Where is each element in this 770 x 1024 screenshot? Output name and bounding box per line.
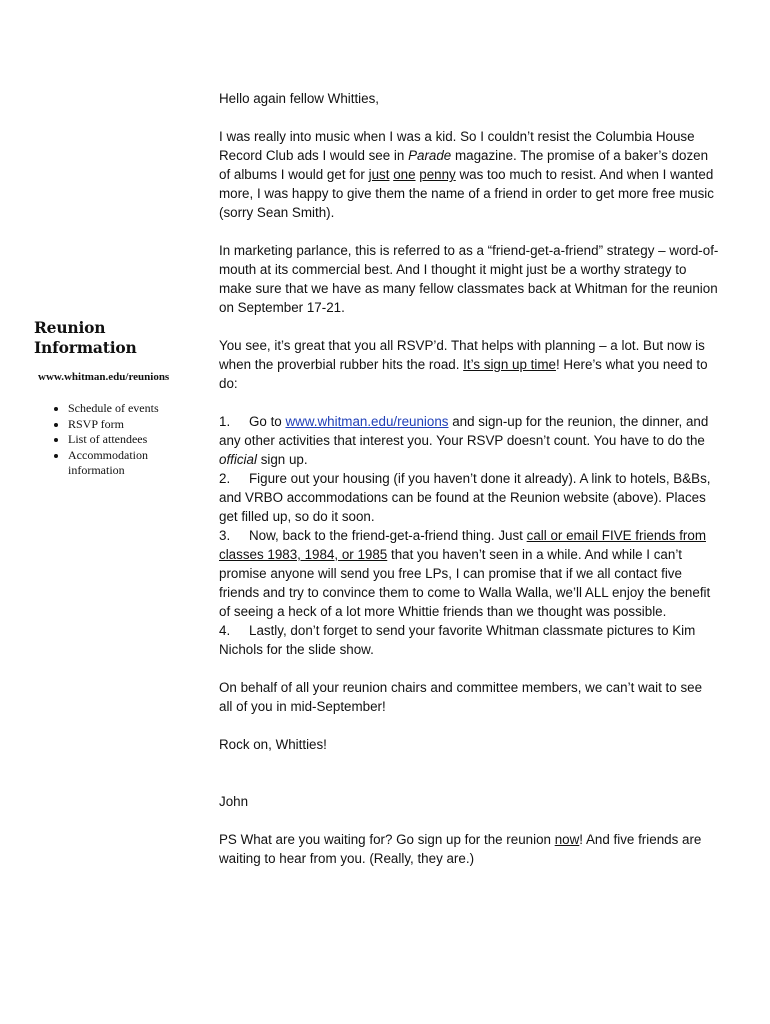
sidebar-list-item: • Accommodation information [68, 448, 204, 479]
sidebar-title-line1: Reunion [34, 318, 106, 337]
sidebar-list-item: • List of attendees [68, 432, 204, 448]
sidebar-title [34, 318, 204, 358]
reunions-link[interactable]: www.whitman.edu/reunions [285, 414, 449, 429]
paragraph-strategy: In marketing parlance, this is referred to as a “friend-get-a-friend” strategy – word-of-mouth at its commercial best. And I thought it might just be a worthy strategy to make sure that we have as many fellow classmates back at Whitman for the reunion on September 17-21. [219, 243, 719, 315]
step-2: 2. Figure out your housing (if you haven’t done it already). A link to hotels, B&Bs, and VRBO accommodations can be found at the Reunion website (above). Places get filled up, so do it soon. [219, 471, 711, 524]
letter-body [219, 89, 719, 887]
step-4: 4. Lastly, don’t forget to send your favorite Whitman classmate pictures to Kim Nichols for the slide show. [219, 623, 696, 657]
closing: Rock on, Whitties! [219, 737, 327, 752]
greeting: Hello again fellow Whitties, [219, 91, 380, 106]
sidebar-title-line2: Information [34, 338, 137, 357]
sidebar-url: www.whitman.edu/reunions [38, 371, 170, 383]
steps-list [219, 412, 719, 659]
step-3: 3. Now, back to the friend-get-a-friend thing. Just call or email FIVE friends from classes 1983, 1984, or 1985 that you haven’t seen in a while. And while I can’t promise anyone will send you free LPs, I can promise that if we all contact five friends and try to convince them to come to Walla Walla, we’ll ALL enjoy the benefit of seeing a heck of a lot more Whittie friends than we thought was possible. [219, 528, 711, 619]
paragraph-columbia-house: I was really into music when I was a kid. So I couldn’t resist the Columbia House Record Club ads I would see in Parade magazine. The promise of a baker’s dozen of albums I would get for just one penny was too much to resist. And when I wanted more, I was happy to give them the name of a friend in order to get more free music (sorry Sean Smith). [219, 129, 714, 220]
sidebar-list [34, 401, 204, 479]
step-1: 1. Go to www.whitman.edu/reunions and sign-up for the reunion, the dinner, and any other activities that interest you. Your RSVP doesn’t count. You have to do the official sign up. [219, 414, 709, 467]
sidebar-list-item: • RSVP form [68, 417, 204, 433]
postscript: PS What are you waiting for? Go sign up for the reunion now! And five friends are waiting to hear from you. (Really, they are.) [219, 832, 702, 866]
paragraph-sign-up-time: You see, it’s great that you all RSVP’d. That helps with planning – a lot. But now is when the proverbial rubber hits the road. It’s sign up time! Here’s what you need to do: [219, 338, 708, 391]
sidebar-reunion-info [34, 318, 204, 479]
sidebar-list-item: • Schedule of events [68, 401, 204, 417]
paragraph-behalf: On behalf of all your reunion chairs and committee members, we can’t wait to see all of you in mid-September! [219, 680, 703, 714]
signature: John [219, 794, 249, 809]
